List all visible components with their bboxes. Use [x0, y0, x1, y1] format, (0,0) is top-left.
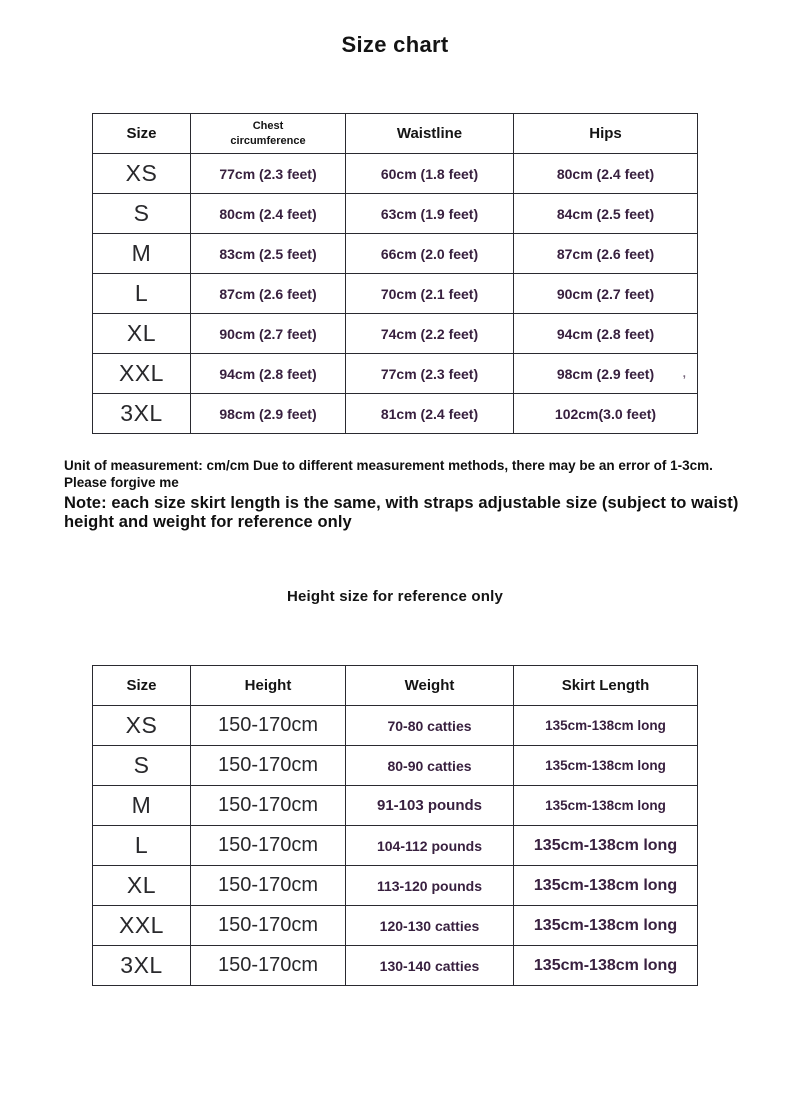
size-table-row-xs — [93, 154, 698, 194]
size-value: XXL — [93, 906, 191, 946]
waistline-value: 60cm (1.8 feet) — [346, 154, 514, 194]
height-table-row-xs — [93, 706, 698, 746]
hips-value: 87cm (2.6 feet) — [514, 234, 698, 274]
chest-value: 83cm (2.5 feet) — [191, 234, 346, 274]
waistline-value: 81cm (2.4 feet) — [346, 394, 514, 434]
skirt-length-value: 135cm-138cm long — [514, 826, 698, 866]
hips-value: 84cm (2.5 feet) — [514, 194, 698, 234]
height-table-row-s — [93, 746, 698, 786]
size-table-row-s — [93, 194, 698, 234]
size-value: L — [93, 826, 191, 866]
size-value: XS — [93, 154, 191, 194]
height-reference-table — [92, 665, 698, 986]
height-table-row-xl — [93, 866, 698, 906]
chest-value: 80cm (2.4 feet) — [191, 194, 346, 234]
waistline-value: 63cm (1.9 feet) — [346, 194, 514, 234]
size-value: M — [93, 786, 191, 826]
waistline-value: 77cm (2.3 feet) — [346, 354, 514, 394]
size-table-header-size: Size — [93, 114, 191, 154]
hips-value: 90cm (2.7 feet) — [514, 274, 698, 314]
measurement-size-table — [92, 113, 698, 434]
weight-value: 104-112 pounds — [346, 826, 514, 866]
height-table-header-size: Size — [93, 666, 191, 706]
hips-value: 102cm(3.0 feet) — [514, 394, 698, 434]
weight-value: 130-140 catties — [346, 946, 514, 986]
height-value: 150-170cm — [191, 946, 346, 986]
size-table-row-3xl — [93, 394, 698, 434]
print-artifact-mark: , — [682, 366, 686, 380]
skirt-length-value: 135cm-138cm long — [514, 866, 698, 906]
chest-value: 87cm (2.6 feet) — [191, 274, 346, 314]
size-value: XS — [93, 706, 191, 746]
measurement-unit-note: Unit of measurement: cm/cm Due to different measurement methods, there may be an error of 1-3cm. Please forgive me — [64, 458, 713, 491]
height-value: 150-170cm — [191, 786, 346, 826]
size-value: XL — [93, 866, 191, 906]
size-value: XL — [93, 314, 191, 354]
height-table-header-height: Height — [191, 666, 346, 706]
height-section-subtitle: Height size for reference only — [286, 588, 504, 606]
hips-value: 98cm (2.9 feet) , — [514, 354, 698, 394]
size-table-row-xl — [93, 314, 698, 354]
height-table-row-3xl — [93, 946, 698, 986]
size-value: 3XL — [93, 946, 191, 986]
weight-value: 120-130 catties — [346, 906, 514, 946]
size-table-header-waistline: Waistline — [346, 114, 514, 154]
height-table-header-weight: Weight — [346, 666, 514, 706]
skirt-length-note: Note: each size skirt length is the same, with straps adjustable size (subject to waist) height and weight for reference only — [64, 494, 739, 531]
chest-value: 77cm (2.3 feet) — [191, 154, 346, 194]
size-value: M — [93, 234, 191, 274]
size-value: XXL — [93, 354, 191, 394]
skirt-length-value: 135cm-138cm long — [514, 706, 698, 746]
height-table-row-l — [93, 826, 698, 866]
hips-value: 94cm (2.8 feet) — [514, 314, 698, 354]
weight-value: 80-90 catties — [346, 746, 514, 786]
notes-block — [64, 457, 754, 531]
waistline-value: 74cm (2.2 feet) — [346, 314, 514, 354]
size-value: S — [93, 746, 191, 786]
size-table-header-row — [93, 114, 698, 154]
size-value: 3XL — [93, 394, 191, 434]
height-value: 150-170cm — [191, 826, 346, 866]
height-value: 150-170cm — [191, 906, 346, 946]
skirt-length-value: 135cm-138cm long — [514, 946, 698, 986]
waistline-value: 66cm (2.0 feet) — [346, 234, 514, 274]
hips-value: 80cm (2.4 feet) — [514, 154, 698, 194]
skirt-length-value: 135cm-138cm long — [514, 786, 698, 826]
height-table-header-row — [93, 666, 698, 706]
size-table-row-xxl — [93, 354, 698, 394]
weight-value: 91-103 pounds — [346, 786, 514, 826]
page-title: Size chart — [341, 32, 449, 57]
weight-value: 70-80 catties — [346, 706, 514, 746]
height-value: 150-170cm — [191, 866, 346, 906]
weight-value: 113-120 pounds — [346, 866, 514, 906]
chest-header-label: Chest circumference — [230, 119, 306, 147]
height-table-header-skirt-length: Skirt Length — [514, 666, 698, 706]
waistline-value: 70cm (2.1 feet) — [346, 274, 514, 314]
skirt-length-value: 135cm-138cm long — [514, 906, 698, 946]
height-table-row-xxl — [93, 906, 698, 946]
height-table-row-m — [93, 786, 698, 826]
chest-value: 98cm (2.9 feet) — [191, 394, 346, 434]
chest-value: 94cm (2.8 feet) — [191, 354, 346, 394]
chest-value: 90cm (2.7 feet) — [191, 314, 346, 354]
size-table-row-m — [93, 234, 698, 274]
height-value: 150-170cm — [191, 706, 346, 746]
height-value: 150-170cm — [191, 746, 346, 786]
skirt-length-value: 135cm-138cm long — [514, 746, 698, 786]
size-table-header-chest — [191, 114, 346, 154]
size-table-row-l — [93, 274, 698, 314]
size-table-header-hips: Hips — [514, 114, 698, 154]
size-value: L — [93, 274, 191, 314]
size-value: S — [93, 194, 191, 234]
